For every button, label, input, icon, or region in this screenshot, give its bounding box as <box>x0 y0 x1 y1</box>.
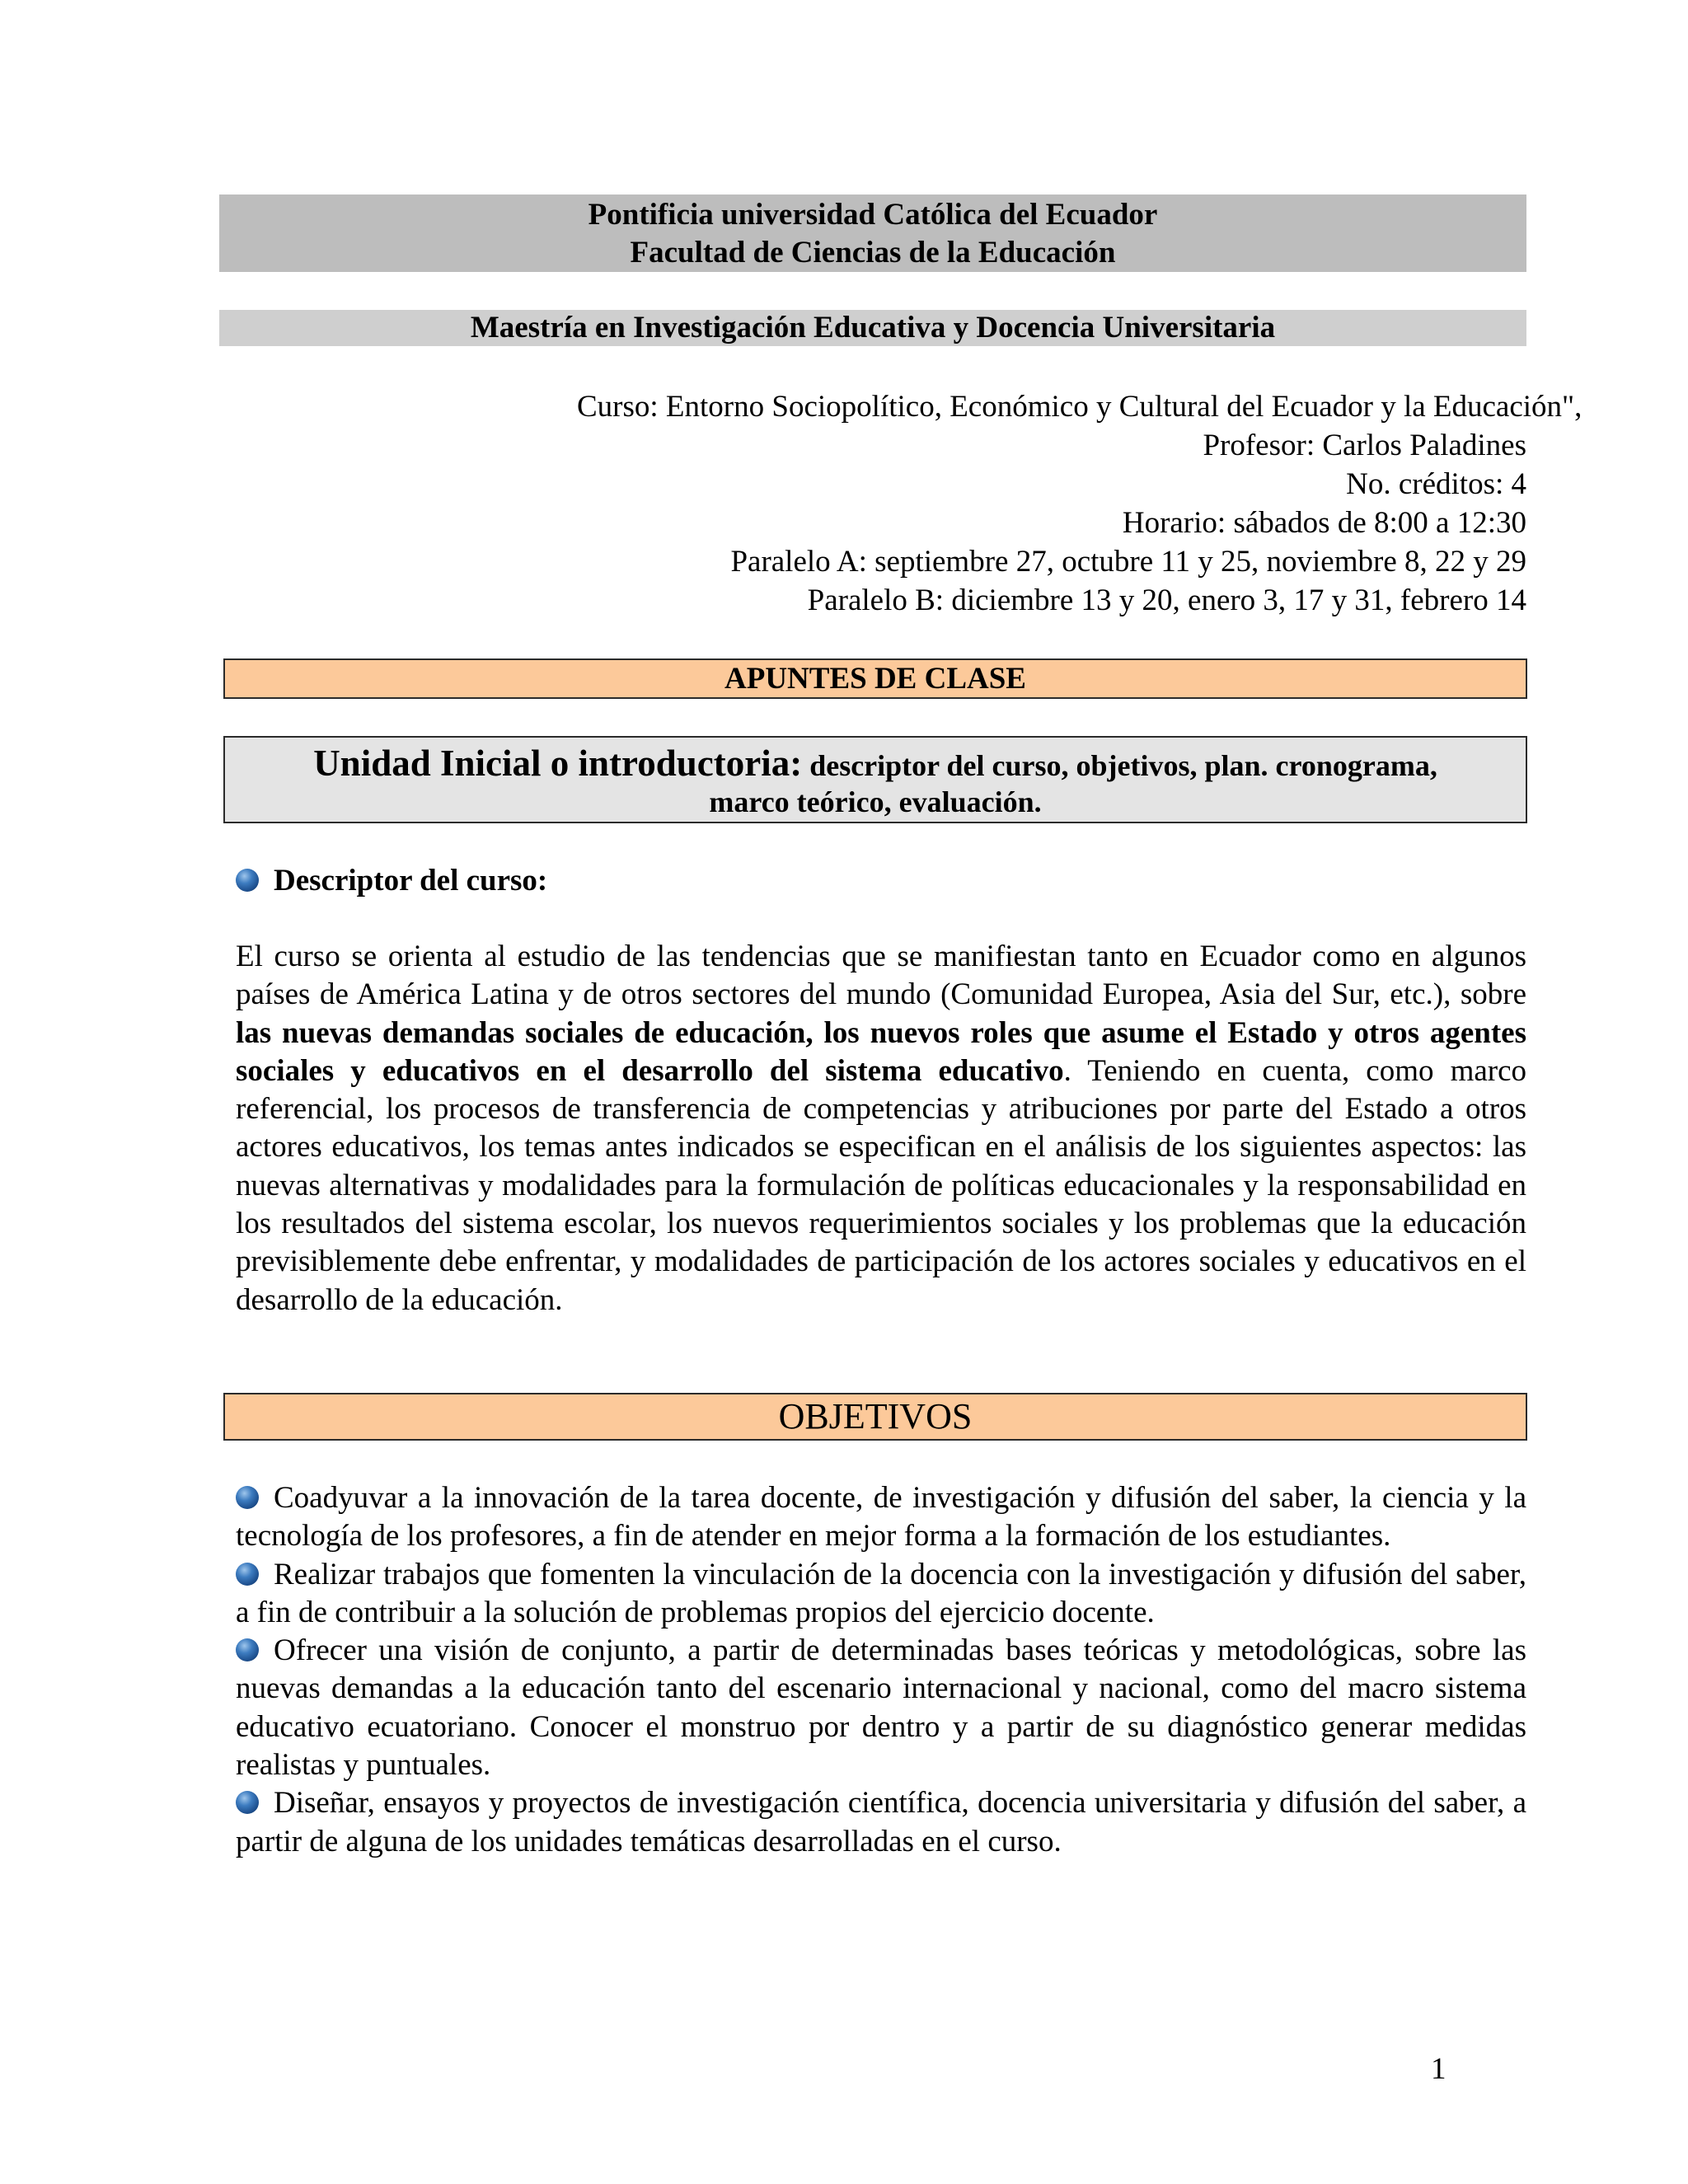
globe-bullet-icon <box>236 1486 259 1509</box>
page-number: 1 <box>1431 2052 1447 2086</box>
descriptor-paragraph <box>236 938 1526 1319</box>
credits: No. créditos: 4 <box>1346 467 1526 501</box>
descriptor-text-start: El curso se orienta al estudio de las tendencias que se manifiestan tanto en Ecuador como en algunos países de América Latina y de otros sectores del mundo (Comunidad Europea, Asia del Sur, etc.), sobre <box>236 940 1526 1012</box>
apuntes-title: APUNTES DE CLASE <box>724 662 1026 696</box>
objective-text: Coadyuvar a la innovación de la tarea docente, de investigación y difusión del saber, la ciencia y la tecnología de los profesores, a fin de atender en mejor forma a la formación de los estudiantes. <box>236 1481 1526 1554</box>
objective-text: Diseñar, ensayos y proyectos de investigación científica, docencia universitaria y difusión del saber, a partir de alguna de los unidades temáticas desarrolladas en el curso. <box>236 1786 1526 1858</box>
faculty-name: Facultad de Ciencias de la Educación <box>630 236 1116 269</box>
globe-bullet-icon <box>236 869 259 892</box>
parallel-a: Paralelo A: septiembre 27, octubre 11 y 25, noviembre 8, 22 y 29 <box>730 545 1526 579</box>
course-name: Curso: Entorno Sociopolítico, Económico y Cultural del Ecuador y la Educación", <box>577 390 1582 424</box>
course-info-block <box>577 387 1582 620</box>
schedule: Horario: sábados de 8:00 a 12:30 <box>1122 506 1526 540</box>
objectives-list <box>236 1479 1526 1861</box>
unidad-subtitle-line2: marco teórico, evaluación. <box>709 785 1042 818</box>
objetivos-title: OBJETIVOS <box>778 1396 973 1436</box>
globe-bullet-icon <box>236 1638 259 1661</box>
objective-item <box>236 1632 1526 1784</box>
descriptor-text-bold: las nuevas demandas sociales de educación, los nuevos roles que asume el Estado y otros agentes sociales y educativos en el desarrollo del sistema educativo <box>236 1015 1526 1088</box>
descriptor-heading-text: Descriptor del curso: <box>274 864 548 898</box>
objective-text: Realizar trabajos que fomenten la vinculación de la docencia con la investigación y difusión del saber, a fin de contribuir a la solución de problemas propios del ejercicio docente. <box>236 1557 1526 1629</box>
unidad-title-box <box>223 736 1527 823</box>
objective-item <box>236 1784 1526 1861</box>
university-header-band <box>219 194 1526 272</box>
unidad-subtitle-line1: descriptor del curso, objetivos, plan. cronograma, <box>802 749 1437 782</box>
apuntes-title-box <box>223 658 1527 699</box>
globe-bullet-icon <box>236 1563 259 1586</box>
objective-text: Ofrecer una visión de conjunto, a partir de determinadas bases teóricas y metodológicas, sobre las nuevas demandas a la educación tanto del escenario internacional y nacional, como del macro sistema educativo ecuatoriano. Conocer el monstruo por dentro y a partir de su diagnóstico generar medidas realistas y puntuales. <box>236 1633 1526 1783</box>
program-band <box>219 310 1526 346</box>
unidad-title: Unidad Inicial o introductoria: <box>313 743 803 784</box>
objective-item <box>236 1556 1526 1633</box>
globe-bullet-icon <box>236 1791 259 1814</box>
descriptor-text-end: . Teniendo en cuenta, como marco referencial, los procesos de transferencia de competencias y atribuciones por parte del Estado a otros actores educativos, los temas antes indicados se especifican en el análisis de los siguientes aspectos: las nuevas alternativas y modalidades para la formulación de políticas educacionales y la responsabilidad en los resultados del sistema escolar, los nuevos requerimientos sociales y los problemas que la educación previsiblemente debe enfrentar, y modalidades de participación de los actores sociales y educativos en el desarrollo de la educación. <box>236 1053 1527 1317</box>
program-name: Maestría en Investigación Educativa y Docencia Universitaria <box>470 311 1276 344</box>
parallel-b: Paralelo B: diciembre 13 y 20, enero 3, 17 y 31, febrero 14 <box>807 583 1526 617</box>
objetivos-title-box <box>223 1393 1527 1441</box>
professor: Profesor: Carlos Paladines <box>1203 429 1526 462</box>
university-name: Pontificia universidad Católica del Ecuador <box>588 198 1158 232</box>
objective-item <box>236 1479 1526 1556</box>
descriptor-heading <box>236 862 547 900</box>
